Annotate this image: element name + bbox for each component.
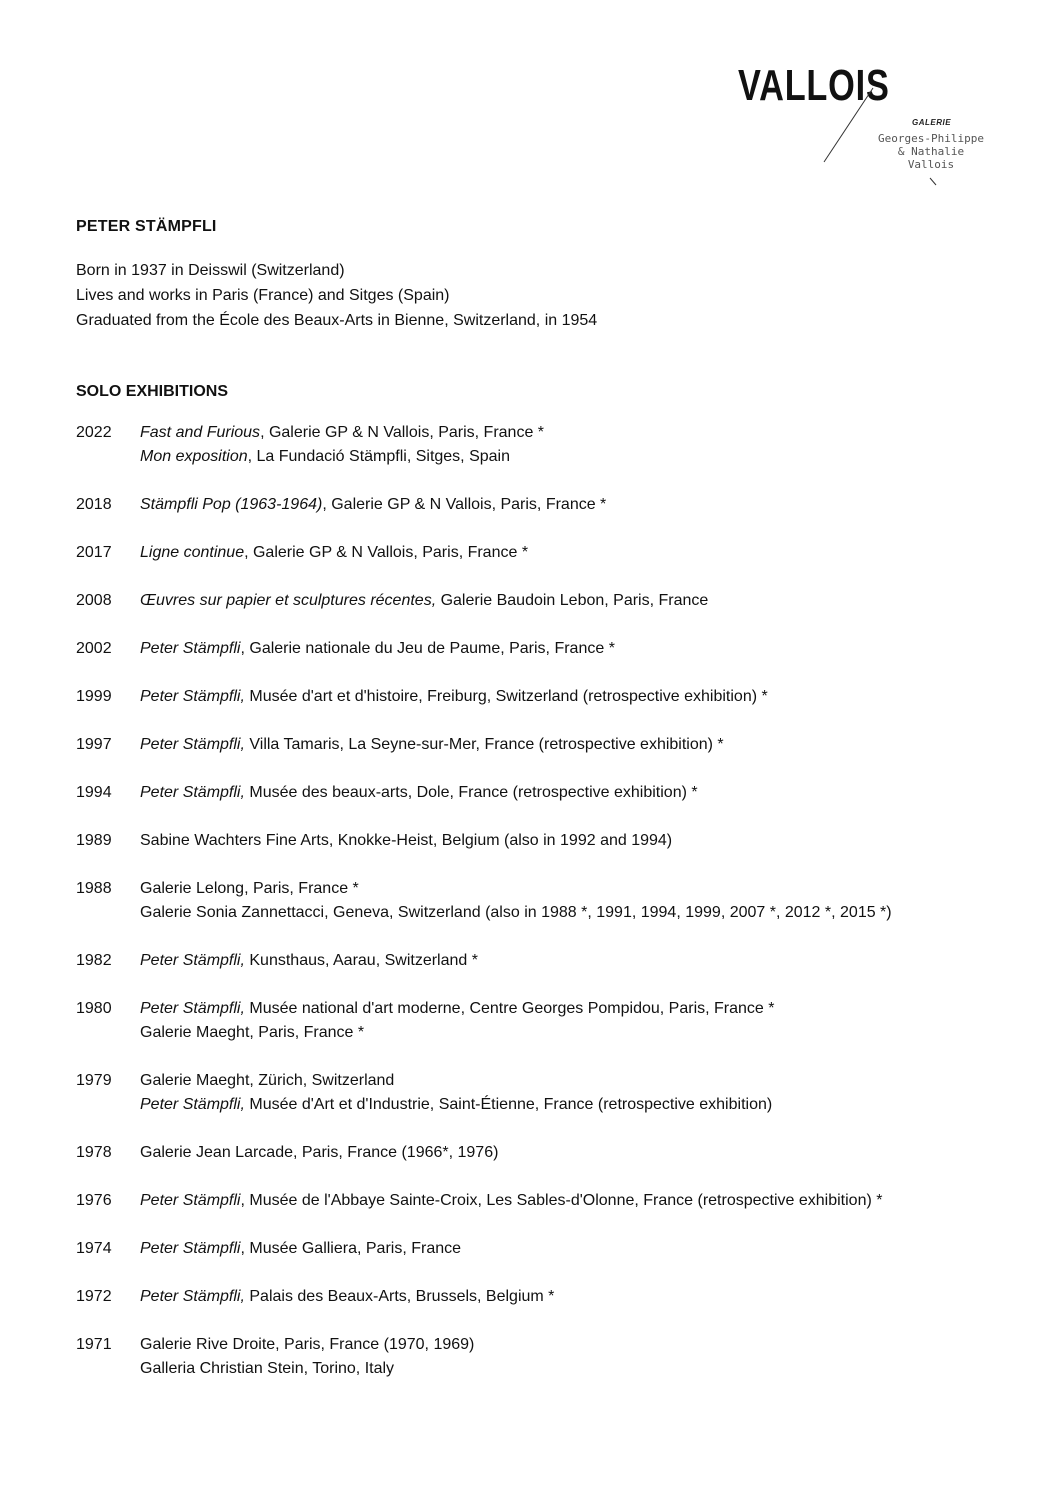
exhibition-details: Musée national d'art moderne, Centre Georges Pompidou, Paris, France * [244,1000,775,1017]
exhibition-line [140,685,1006,709]
exhibition-line [140,637,1006,661]
exhibition-title: Mon exposition [140,448,248,465]
exhibition-lines [140,949,1006,973]
exhibition-year: 1978 [76,1144,112,1161]
exhibition-title: Peter Stämpfli [140,640,241,657]
exhibition-entry [76,493,1006,517]
exhibition-line [140,1237,1006,1261]
exhibition-year: 1999 [76,688,112,705]
artist-name: PETER STÄMPFLI [76,218,217,235]
exhibition-details: , Musée de l'Abbaye Sainte-Croix, Les Sables-d'Olonne, France (retrospective exhibition) * [240,1192,883,1209]
exhibition-title: Stämpfli Pop (1963-1964) [140,496,323,513]
exhibition-title: Peter Stämpfli [140,1192,241,1209]
exhibition-title: Peter Stämpfli, [140,688,245,705]
exhibition-year: 1972 [76,1288,112,1305]
exhibition-year: 1979 [76,1072,112,1089]
exhibition-year: 1997 [76,736,112,753]
exhibition-details: Galerie Jean Larcade, Paris, France (1966*, 1976) [140,1144,499,1161]
exhibition-line [140,781,1006,805]
exhibition-line [140,949,1006,973]
exhibition-details: , Galerie nationale du Jeu de Paume, Paris, France * [240,640,615,657]
exhibition-year: 2018 [76,496,112,513]
exhibition-title: Peter Stämpfli [140,1240,241,1257]
exhibition-entry [76,685,1006,709]
exhibition-details: Musée des beaux-arts, Dole, France (retrospective exhibition) * [244,784,698,801]
exhibition-year: 2022 [76,424,112,441]
exhibition-details: , Galerie GP & N Vallois, Paris, France * [322,496,607,513]
exhibition-line [140,1069,1006,1093]
exhibition-line [140,997,1006,1021]
exhibition-details: Galerie Sonia Zannettacci, Geneva, Switzerland (also in 1988 *, 1991, 1994, 1999, 2007 *, 2012 *, 2015 *) [140,904,892,921]
exhibition-year: 1980 [76,1000,112,1017]
exhibition-lines [140,829,1006,853]
exhibition-entry [76,1069,1006,1117]
exhibition-line [140,829,1006,853]
bio-line: Graduated from the École des Beaux-Arts in Bienne, Switzerland, in 1954 [76,312,598,329]
exhibition-lines [140,589,1006,613]
exhibition-year: 2008 [76,592,112,609]
logo-diagonal-lines [738,61,998,194]
exhibition-entry [76,733,1006,757]
exhibition-title: Peter Stämpfli, [140,1000,245,1017]
exhibition-details: Galerie Maeght, Paris, France * [140,1024,365,1041]
exhibition-line [140,493,1006,517]
exhibition-year: 1971 [76,1336,112,1353]
exhibition-details: Palais des Beaux-Arts, Brussels, Belgium * [244,1288,555,1305]
exhibition-line [140,1357,1006,1381]
exhibition-line [140,1189,1006,1213]
exhibition-line [140,1093,1006,1117]
exhibition-lines [140,1141,1006,1165]
exhibition-line [140,1021,1006,1045]
exhibition-entry [76,1141,1006,1165]
exhibition-details: Musée d'Art et d'Industrie, Saint-Étienne, France (retrospective exhibition) [244,1096,773,1113]
exhibition-lines [140,1069,1006,1117]
exhibition-title: Peter Stämpfli, [140,952,245,969]
logo-name-line: & Nathalie [897,145,965,158]
exhibition-details: , Galerie GP & N Vallois, Paris, France * [244,544,529,561]
exhibition-entry [76,1237,1006,1261]
exhibition-entry [76,541,1006,565]
exhibition-title: Peter Stämpfli, [140,1288,245,1305]
exhibition-year: 1988 [76,880,112,897]
exhibition-year: 1989 [76,832,112,849]
exhibition-title: Ligne continue [140,544,245,561]
exhibition-lines [140,421,1006,469]
bio-line: Born in 1937 in Deisswil (Switzerland) [76,262,345,279]
exhibition-line [140,1333,1006,1357]
exhibition-lines [140,1189,1006,1213]
exhibition-year: 2017 [76,544,112,561]
exhibition-lines [140,733,1006,757]
exhibition-year: 1994 [76,784,112,801]
exhibition-line [140,445,1006,469]
exhibition-line [140,877,1006,901]
exhibition-details: Galerie Baudoin Lebon, Paris, France [436,592,709,609]
exhibition-year: 1974 [76,1240,112,1257]
exhibition-entry [76,949,1006,973]
logo-wordmark: VALLOIS [738,61,890,110]
logo-name-line: Georges-Philippe [878,132,984,145]
exhibition-details: , La Fundació Stämpfli, Sitges, Spain [247,448,510,465]
exhibition-title: Fast and Furious [140,424,261,441]
exhibition-details: Galerie Rive Droite, Paris, France (1970, 1969) [140,1336,475,1353]
exhibition-year: 2002 [76,640,112,657]
exhibition-entry [76,829,1006,853]
exhibition-details: Villa Tamaris, La Seyne-sur-Mer, France (retrospective exhibition) * [244,736,724,753]
exhibition-year: 1976 [76,1192,112,1209]
exhibition-lines [140,541,1006,565]
exhibition-details: Sabine Wachters Fine Arts, Knokke-Heist, Belgium (also in 1992 and 1994) [140,832,673,849]
exhibition-title: Peter Stämpfli, [140,784,245,801]
exhibition-line [140,589,1006,613]
exhibition-lines [140,685,1006,709]
exhibition-line [140,901,920,925]
exhibition-lines [140,781,1006,805]
exhibition-entry [76,781,1006,805]
exhibition-lines [140,877,1006,925]
logo-galerie-label: GALERIE [912,118,952,127]
exhibition-details: Galleria Christian Stein, Torino, Italy [140,1360,395,1377]
artist-bio [76,258,1006,333]
exhibition-title: Peter Stämpfli, [140,1096,245,1113]
exhibition-details: , Musée Galliera, Paris, France [240,1240,462,1257]
exhibition-details: Musée d'art et d'histoire, Freiburg, Switzerland (retrospective exhibition) * [244,688,768,705]
exhibition-details: , Galerie GP & N Vallois, Paris, France * [260,424,545,441]
exhibition-entry [76,1189,1006,1213]
bio-line: Lives and works in Paris (France) and Sitges (Spain) [76,287,450,304]
logo-names [876,132,986,171]
exhibition-details: Galerie Maeght, Zürich, Switzerland [140,1072,395,1089]
exhibition-entry [76,421,1006,469]
exhibition-details: Galerie Lelong, Paris, France * [140,880,359,897]
exhibition-line [140,541,1006,565]
exhibition-entry [76,997,1006,1045]
exhibition-title: Œuvres sur papier et sculptures récentes, [140,592,437,609]
exhibition-year: 1982 [76,952,112,969]
gallery-logo [738,61,998,194]
exhibition-line [140,1285,1006,1309]
exhibition-entry [76,1285,1006,1309]
logo-name-line: Vallois [907,158,955,171]
exhibition-line [140,1141,1006,1165]
exhibition-details: Kunsthaus, Aarau, Switzerland * [244,952,478,969]
exhibition-list [76,421,1006,1381]
exhibition-lines [140,637,1006,661]
exhibition-entry [76,877,1006,925]
exhibition-entry [76,1333,1006,1381]
exhibition-lines [140,1285,1006,1309]
exhibition-lines [140,493,1006,517]
exhibition-title: Peter Stämpfli, [140,736,245,753]
exhibition-lines [140,1333,1006,1381]
exhibition-lines [140,1237,1006,1261]
exhibition-entry [76,637,1006,661]
exhibition-lines [140,997,1006,1045]
exhibition-entry [76,589,1006,613]
cv-content [76,218,1006,1405]
exhibition-line [140,421,1006,445]
section-title-solo: SOLO EXHIBITIONS [76,383,229,400]
exhibition-line [140,733,1006,757]
